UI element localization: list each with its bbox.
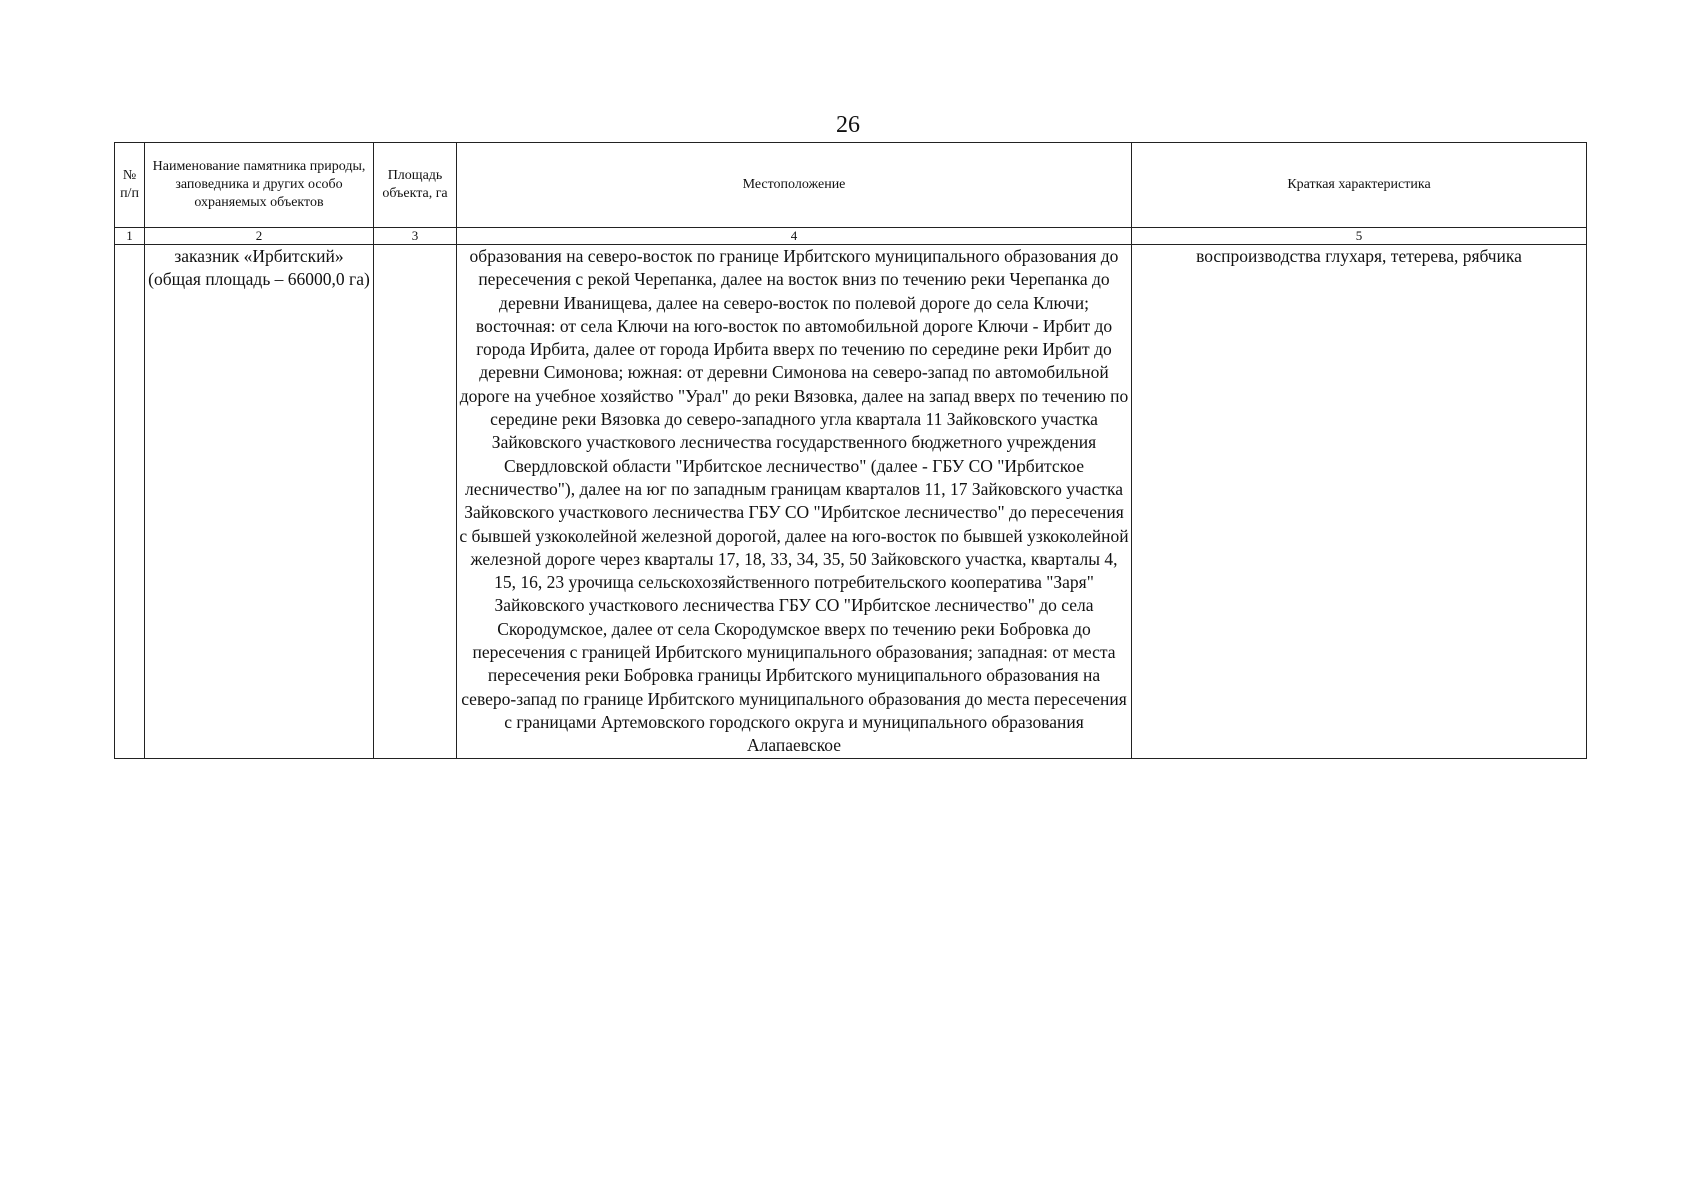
column-number: 3	[374, 228, 457, 245]
row-area	[374, 245, 457, 759]
row-location: образования на северо-восток по границе Ирбитского муниципального образования до пересечения с рекой Черепанка, далее на восток вниз по течению реки Черепанка до деревни Иванищева, далее на северо-восток по полевой дороге до села Ключи; восточная: от села Ключи на юго-восток по автомобильной дороге Ключи - Ирбит до города Ирбита, далее от города Ирбита вверх по течению по середине реки Ирбит до деревни Симонова; южная: от деревни Симонова на северо-запад по автомобильной дороге на учебное хозяйство "Урал" до реки Вязовка, далее на запад вверх по течению по середине реки Вязовка до северо-западного угла квартала 11 Зайковского участка Зайковского участкового лесничества государственного бюджетного учреждения Свердловской области "Ирбитское лесничество" (далее - ГБУ СО "Ирбитское лесничество"), далее на юг по западным границам кварталов 11, 17 Зайковского участка Зайковского участкового лесничества ГБУ СО "Ирбитское лесничество" до пересечения с бывшей узкоколейной железной дорогой, далее на юго-восток по бывшей узкоколейной железной дороге через кварталы 17, 18, 33, 34, 35, 50 Зайковского участка, кварталы 4, 15, 16, 23 урочища сельскохозяйственного потребительского кооператива "Заря" Зайковского участкового лесничества ГБУ СО "Ирбитское лесничество" до села Скородумское, далее от села Скородумское вверх по течению реки Бобровка до пересечения с границей Ирбитского муниципального образования; западная: от места пересечения реки Бобровка границы Ирбитского муниципального образования на северо-запад по границе Ирбитского муниципального образования до места пересечения с границами Артемовского городского округа и муниципального образования Алапаевское	[457, 245, 1132, 759]
column-number: 5	[1132, 228, 1587, 245]
row-description: воспроизводства глухаря, тетерева, рябчика	[1132, 245, 1587, 759]
header-location: Местоположение	[457, 143, 1132, 228]
header-name: Наименование памятника природы, заповедника и других особо охраняемых объектов	[145, 143, 374, 228]
column-number-row	[115, 228, 1587, 245]
header-num: № п/п	[115, 143, 145, 228]
column-number: 2	[145, 228, 374, 245]
page-number: 26	[836, 112, 860, 138]
row-name: заказник «Ирбитский» (общая площадь – 66000,0 га)	[145, 245, 374, 759]
column-number: 1	[115, 228, 145, 245]
row-num	[115, 245, 145, 759]
table-header-row	[115, 143, 1587, 228]
header-description: Краткая характеристика	[1132, 143, 1587, 228]
protected-areas-table	[114, 142, 1587, 759]
table-row	[115, 245, 1587, 759]
column-number: 4	[457, 228, 1132, 245]
header-area: Площадь объекта, га	[374, 143, 457, 228]
